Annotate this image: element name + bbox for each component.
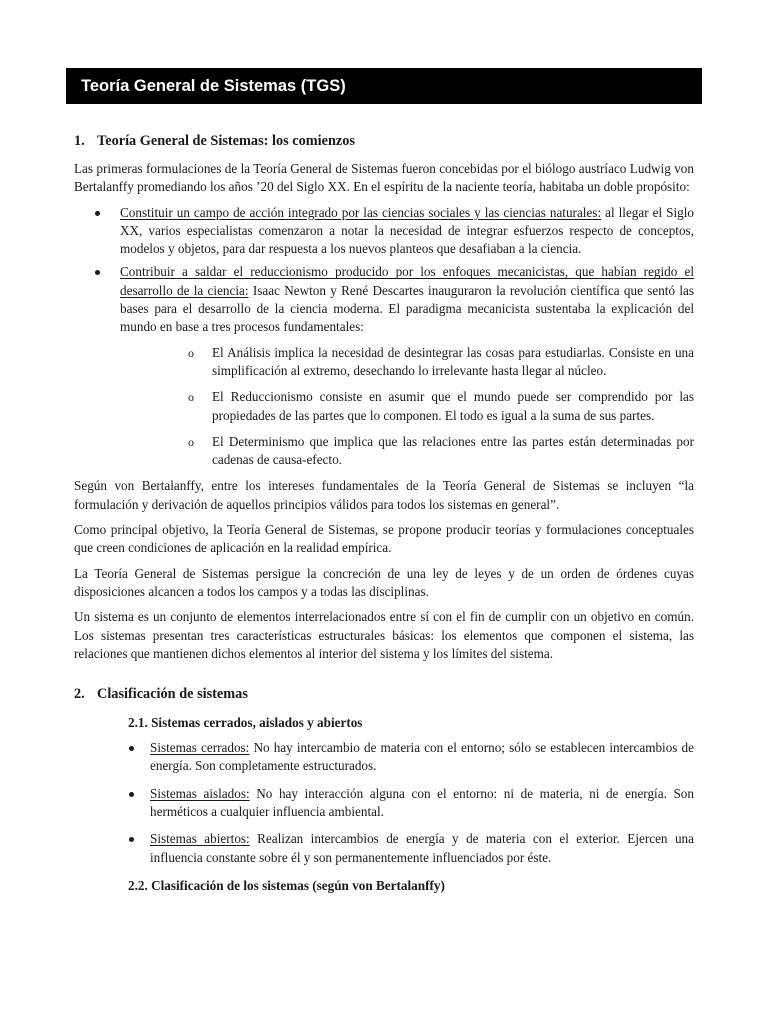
paragraph: Como principal objetivo, la Teoría General de Sistemas, se propone producir teorías y formulaciones conceptuales que creen condiciones de aplicación en la realidad empírica.: [74, 522, 694, 556]
section-1-title: Teoría General de Sistemas: los comienzos: [97, 133, 355, 149]
system-type-label: Sistemas abiertos:: [150, 831, 250, 847]
subsection-2-2-heading: 2.2. Clasificación de los sistemas (según von Bertalanffy): [128, 877, 445, 893]
bullet-icon: [129, 837, 134, 842]
system-type-label: Sistemas aislados:: [150, 785, 250, 801]
system-type-item: [74, 830, 694, 867]
bullet-icon: [129, 792, 134, 797]
process-item: [120, 433, 694, 470]
system-type-label: Sistemas cerrados:: [150, 740, 250, 756]
purpose-item-lead: Contribuir a saldar el reduccionismo producido por los enfoques mecanicistas, que habían regido el desarrollo de la ciencia:: [120, 264, 694, 298]
process-item: [120, 388, 694, 425]
process-item-text: El Análisis implica la necesidad de desintegrar las cosas para estudiarlas. Consiste en una simplificación al extremo, desechando lo irrelevante hasta llegar al núcleo.: [212, 344, 694, 378]
section-2-heading: [74, 684, 694, 704]
purpose-item-text: al llegar el Siglo XX, varios especialistas comenzaron a notar la necesidad de integrar esfuerzos respecto de conceptos, modelos y objetos, para dar respuesta a los nuevos planteos que desafiaban a la ciencia.: [120, 204, 694, 257]
section-1-intro: Las primeras formulaciones de la Teoría General de Sistemas fueron concebidas por el biólogo austríaco Ludwig von Bertalanffy promediando los años ’20 del Siglo XX. En el espíritu de la naciente teoría, habitaba un doble propósito:: [74, 161, 694, 195]
circle-bullet-icon: o: [188, 434, 194, 449]
process-item-text: El Determinismo que implica que las relaciones entre las partes están determinadas por cadenas de causa-efecto.: [212, 433, 694, 468]
circle-bullet-icon: o: [188, 345, 194, 360]
purpose-item-text: Isaac Newton y René Descartes inauguraron la revolución científica que sentó las bases para el desarrollo de la ciencia moderna. El paradigma mecanicista sustentaba la explicación del mundo en base a tres procesos fundamentales:: [120, 282, 694, 335]
bullet-icon: [129, 746, 134, 751]
system-type-text: Realizan intercambios de energía y de materia con el exterior. Ejercen una influencia constante sobre él y son permanentemente influenciados por éste.: [150, 831, 694, 865]
system-types-list: [74, 739, 694, 867]
purpose-list: [74, 204, 694, 470]
section-2-title: Clasificación de sistemas: [97, 686, 248, 703]
purpose-item: [74, 204, 694, 259]
system-type-text: No hay intercambio de materia con el entorno; sólo se establecen intercambios de energía. Son completamente estructurados.: [150, 740, 694, 774]
purpose-item: [74, 263, 694, 469]
document-body: [74, 131, 694, 902]
system-type-text: No hay interacción alguna con el entorno: ni de materia, ni de energía. Son herméticos a cualquier influencia ambiental.: [150, 785, 694, 820]
paragraph: La Teoría General de Sistemas persigue la concreción de una ley de leyes y de un orden de órdenes cuyas disposiciones alcancen a todos los campos y a todas las disciplinas.: [74, 565, 694, 599]
section-1-heading: [74, 131, 694, 151]
section-1-number: 1.: [74, 133, 85, 149]
paragraph: Según von Bertalanffy, entre los intereses fundamentales de la Teoría General de Sistemas se incluyen “la formulación y derivación de aquellos principios válidos para todos los sistemas en general”.: [74, 478, 694, 512]
circle-bullet-icon: o: [188, 390, 194, 405]
process-list: [120, 344, 694, 470]
section-2-number: 2.: [74, 686, 85, 703]
paragraph: Un sistema es un conjunto de elementos interrelacionados entre sí con el fin de cumplir con un objetivo en común. Los sistemas presentan tres características estructurales básicas: los elementos que componen el sistema, las relaciones que mantienen dichos elementos al interior del sistema y los límites del sistema.: [74, 609, 694, 661]
process-item: [120, 344, 694, 381]
purpose-item-lead: Constituir un campo de acción integrado por las ciencias sociales y las ciencias naturales:: [120, 204, 602, 220]
system-type-item: [74, 785, 694, 822]
process-item-text: El Reduccionismo consiste en asumir que el mundo puede ser comprendido por las propiedades de las partes que lo componen. El todo es igual a la suma de sus partes.: [212, 389, 694, 423]
bullet-icon: [95, 211, 100, 216]
system-type-item: [74, 739, 694, 776]
bullet-icon: [95, 270, 100, 275]
page-title: Teoría General de Sistemas (TGS): [66, 68, 702, 104]
subsection-2-1-heading: 2.1. Sistemas cerrados, aislados y abiertos: [128, 715, 363, 731]
